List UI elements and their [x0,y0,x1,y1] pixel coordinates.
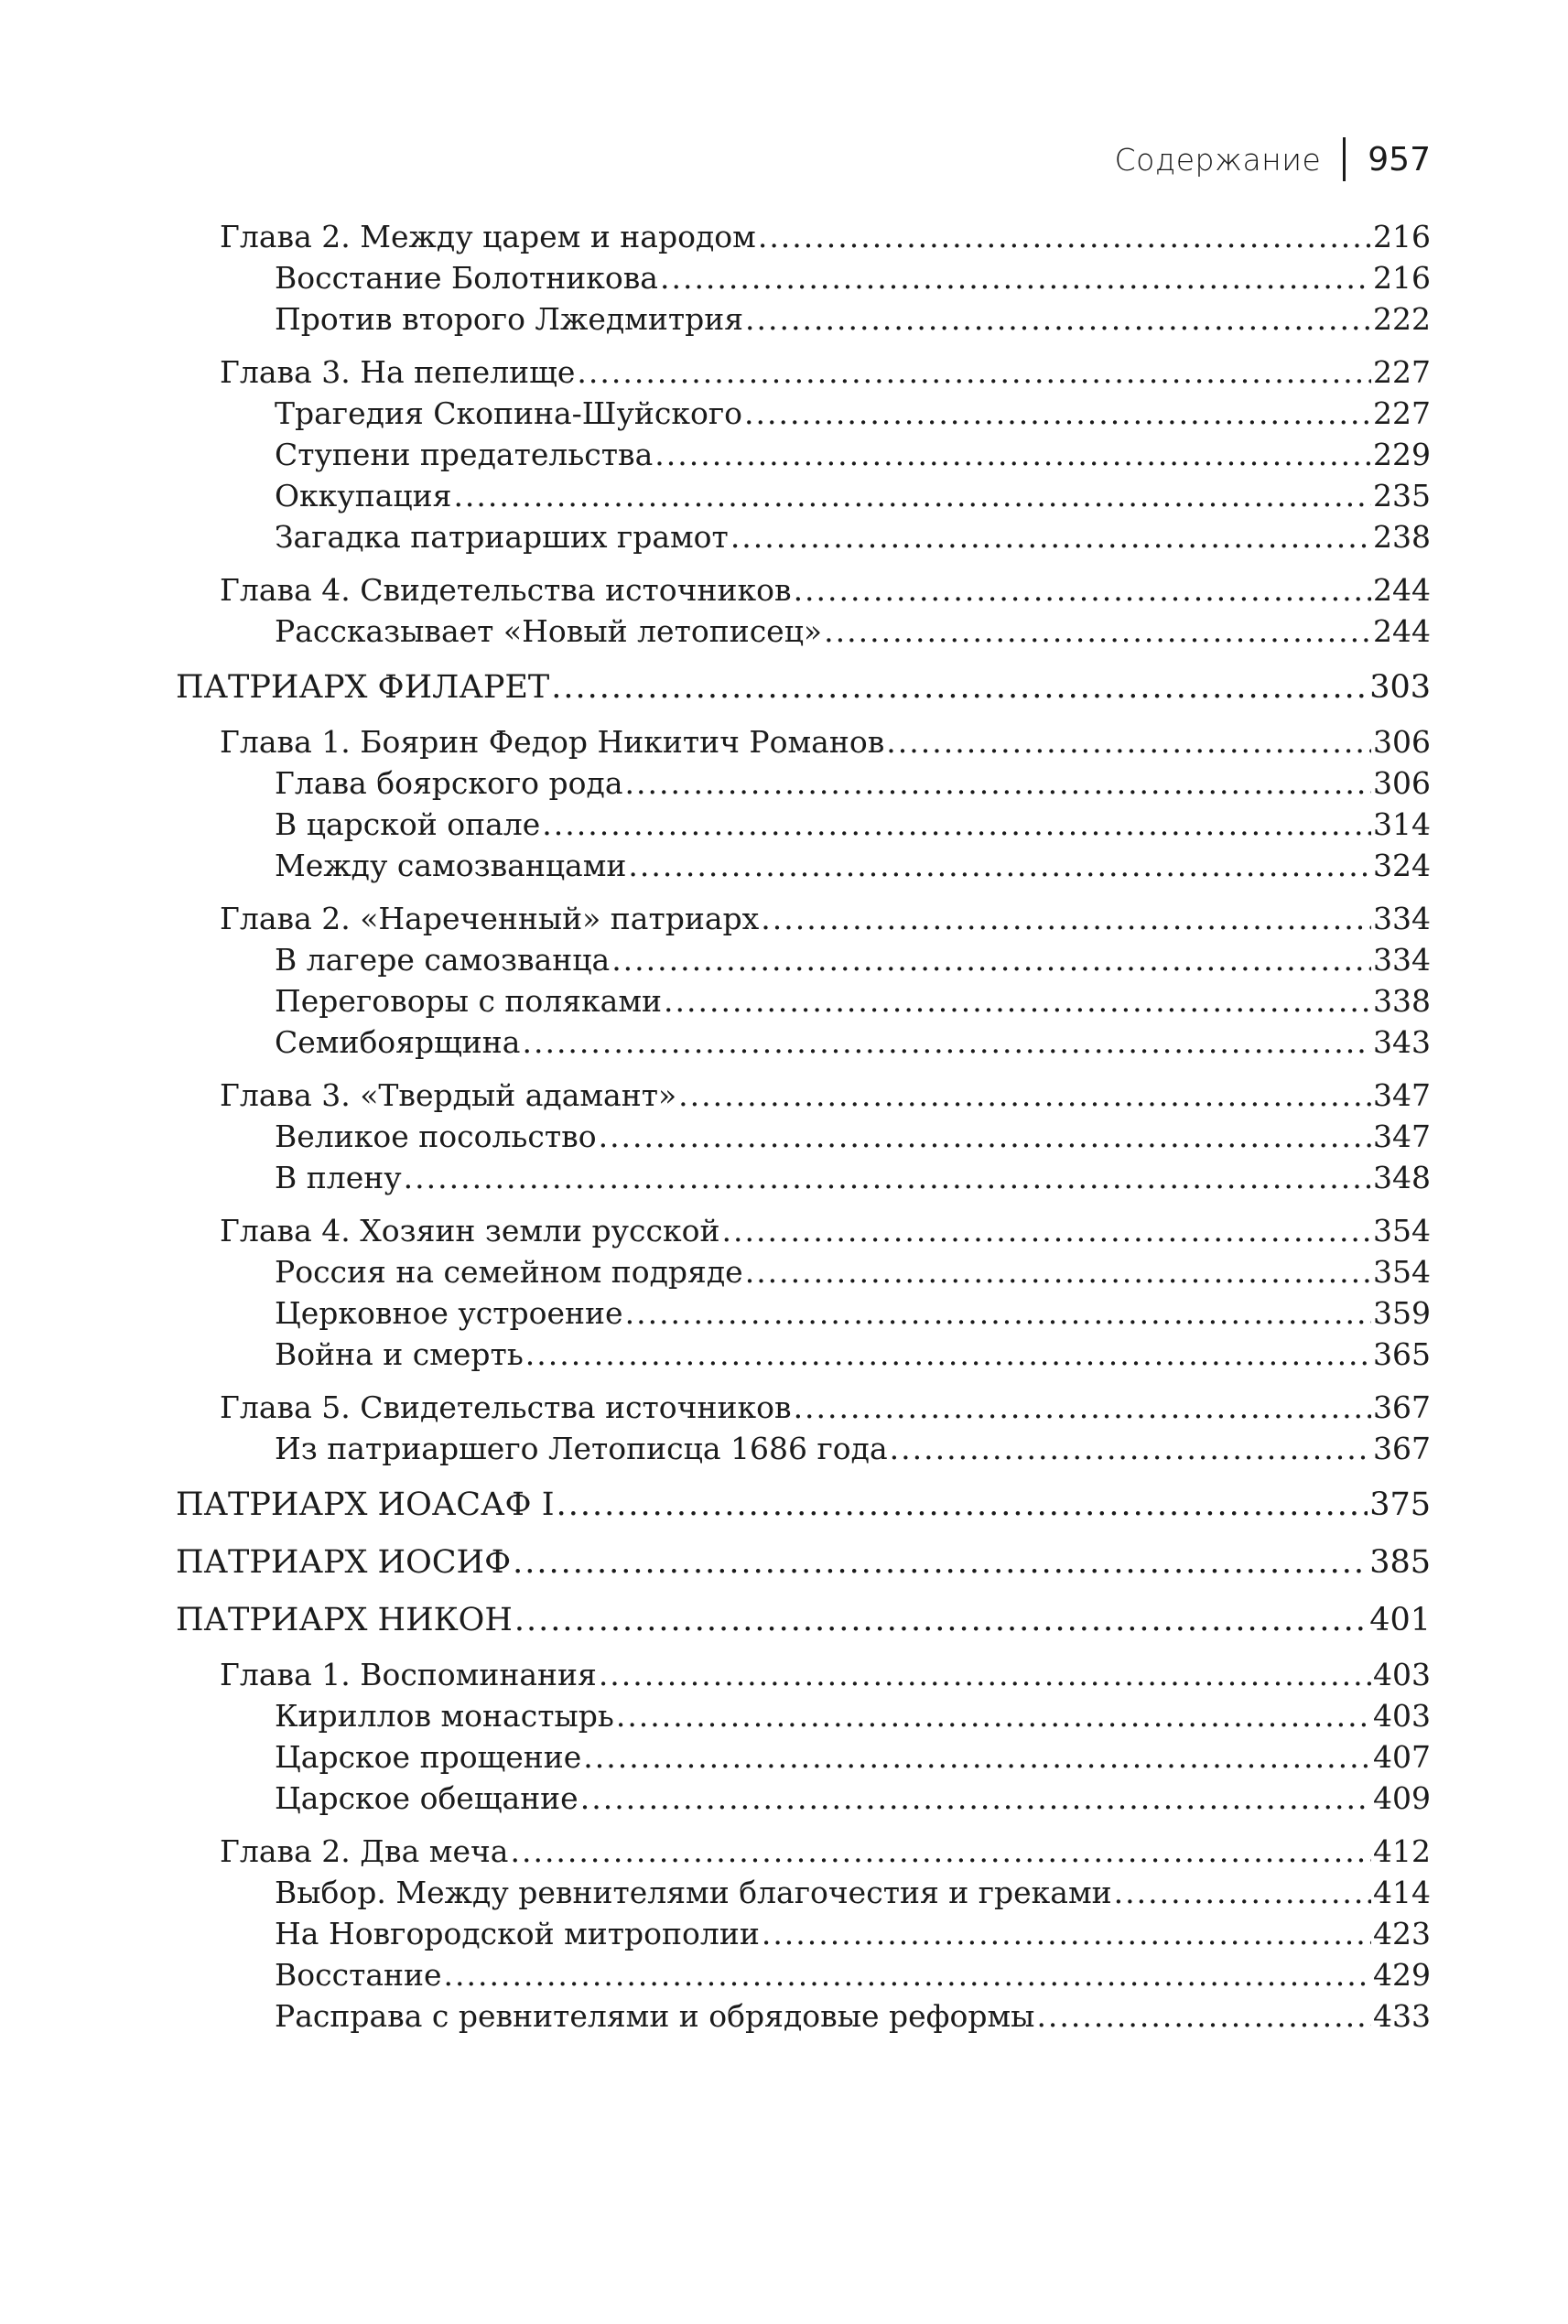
toc-part-entry [176,1598,1431,1642]
toc-entry-title: Глава 1. Воспоминания [220,1657,597,1692]
toc-entry-title: Царское прощение [275,1739,582,1775]
table-of-contents [176,216,1431,2037]
toc-entry-title: Глава 5. Свидетельства источников [220,1389,792,1425]
dot-leader [886,721,1371,762]
toc-entry-page: 433 [1373,1998,1431,2034]
toc-part-entry [176,1483,1431,1527]
toc-entry-title: В плену [275,1160,402,1195]
toc-entry-title: Россия на семейном подряде [275,1254,743,1290]
dot-leader [616,1695,1371,1736]
toc-section-entry [176,845,1431,886]
toc-entry-page: 403 [1373,1657,1431,1692]
dot-leader [525,1334,1371,1375]
toc-entry-page: 429 [1373,1957,1431,1993]
toc-chapter-entry [176,216,1431,257]
toc-entry-page: 354 [1373,1213,1431,1248]
toc-entry-title: Ступени предательства [275,437,654,472]
toc-entry-title: Оккупация [275,478,452,513]
toc-entry-title: Расправа с ревнителями и обрядовые реформы [275,1998,1035,2034]
toc-section-entry [176,1157,1431,1198]
toc-entry-page: 306 [1373,724,1431,760]
toc-entry-title: В царской опале [275,806,541,842]
toc-entry-page: 244 [1373,613,1431,649]
toc-entry-title: Против второго Лжедмитрия [275,301,744,337]
toc-entry-page: 334 [1373,901,1431,936]
toc-entry-title: Кириллов монастырь [275,1698,614,1734]
toc-section-entry [176,939,1431,980]
toc-part-entry [176,665,1431,709]
toc-section-entry [176,475,1431,516]
toc-entry-page: 235 [1373,478,1431,513]
dot-leader [628,845,1371,886]
toc-entry-title: Восстание [275,1957,442,1993]
page-number: 957 [1368,140,1431,178]
dot-leader [745,1251,1371,1292]
dot-leader [580,1778,1371,1819]
dot-leader [824,611,1371,652]
dot-leader [664,980,1371,1021]
toc-part-entry [176,1540,1431,1584]
toc-chapter-entry [176,1075,1431,1116]
dot-leader [1114,1872,1371,1913]
toc-entry-page: 244 [1373,572,1431,608]
dot-leader [890,1428,1371,1469]
toc-entry-page: 216 [1373,219,1431,254]
toc-entry-page: 222 [1373,301,1431,337]
dot-leader [1036,1995,1371,2037]
toc-entry-title: Глава 2. Два меча [220,1833,509,1869]
toc-entry-page: 401 [1369,1602,1431,1638]
toc-entry-page: 216 [1373,260,1431,296]
running-header [1115,137,1431,181]
toc-entry-page: 423 [1373,1916,1431,1951]
dot-leader [794,1387,1371,1428]
toc-entry-title: Из патриаршего Летописца 1686 года [275,1431,888,1466]
toc-section-entry [176,1778,1431,1819]
toc-section-entry [176,1334,1431,1375]
toc-entry-page: 385 [1369,1544,1431,1581]
toc-entry-title: Царское обещание [275,1780,579,1816]
toc-section-entry [176,1872,1431,1913]
toc-entry-page: 343 [1373,1024,1431,1060]
toc-entry-page: 306 [1373,765,1431,801]
running-header-title: Содержание [1114,141,1322,178]
toc-section-entry [176,762,1431,804]
dot-leader [654,434,1371,475]
toc-section-entry [176,804,1431,845]
toc-entry-page: 334 [1373,942,1431,978]
dot-leader [660,257,1371,298]
toc-entry-page: 403 [1373,1698,1431,1734]
dot-leader [730,516,1371,557]
toc-entry-page: 367 [1373,1389,1431,1425]
toc-entry-title: Война и смерть [275,1336,524,1372]
dot-leader [583,1736,1371,1778]
toc-chapter-entry [176,351,1431,393]
dot-leader [625,1292,1371,1334]
toc-entry-title: Церковное устроение [275,1295,623,1331]
toc-entry-title: Выбор. Между ревнителями благочестия и греками [275,1875,1112,1910]
dot-leader [557,1483,1368,1527]
toc-entry-title: Переговоры с поляками [275,983,663,1019]
toc-section-entry [176,1995,1431,2037]
toc-entry-page: 359 [1373,1295,1431,1331]
toc-entry-title: Глава 4. Хозяин земли русской [220,1213,720,1248]
dot-leader [625,762,1371,804]
toc-entry-title: Семибоярщина [275,1024,521,1060]
toc-section-entry [176,980,1431,1021]
dot-leader [513,1540,1368,1584]
dot-leader [611,939,1371,980]
toc-chapter-entry [176,898,1431,939]
dot-leader [453,475,1371,516]
toc-section-entry [176,1292,1431,1334]
dot-leader [761,898,1371,939]
dot-leader [510,1831,1371,1872]
toc-chapter-entry [176,721,1431,762]
toc-entry-page: 227 [1373,354,1431,390]
toc-entry-title: В лагере самозванца [275,942,611,978]
toc-entry-title: На Новгородской митрополии [275,1916,760,1951]
dot-leader [404,1157,1371,1198]
toc-chapter-entry [176,1654,1431,1695]
toc-entry-page: 407 [1373,1739,1431,1775]
toc-entry-page: 324 [1373,848,1431,883]
toc-entry-title: Глава 2. Между царем и народом [220,219,756,254]
toc-entry-title: Великое посольство [275,1119,597,1154]
toc-section-entry [176,611,1431,652]
dot-leader [744,393,1371,434]
dot-leader [762,1913,1371,1954]
toc-entry-page: 347 [1373,1077,1431,1113]
toc-section-entry [176,1913,1431,1954]
toc-entry-page: 354 [1373,1254,1431,1290]
dot-leader [542,804,1371,845]
toc-entry-title: Глава боярского рода [275,765,623,801]
toc-entry-title: Глава 3. На пепелище [220,354,576,390]
toc-entry-page: 303 [1369,669,1431,706]
toc-entry-title: ПАТРИАРХ ФИЛАРЕТ [176,669,550,706]
toc-section-entry [176,1021,1431,1063]
toc-section-entry [176,516,1431,557]
toc-entry-page: 238 [1373,519,1431,555]
dot-leader [794,569,1371,611]
toc-entry-title: ПАТРИАРХ ИОСИФ [176,1544,512,1581]
toc-entry-page: 414 [1373,1875,1431,1910]
toc-section-entry [176,257,1431,298]
toc-chapter-entry [176,1831,1431,1872]
toc-entry-page: 412 [1373,1833,1431,1869]
dot-leader [758,216,1371,257]
toc-entry-title: Глава 3. «Твердый адамант» [220,1077,677,1113]
toc-entry-page: 229 [1373,437,1431,472]
toc-entry-title: Глава 4. Свидетельства источников [220,572,792,608]
toc-entry-title: ПАТРИАРХ ИОАСАФ I [176,1486,555,1523]
dot-leader [514,1598,1368,1642]
toc-chapter-entry [176,1210,1431,1251]
dot-leader [678,1075,1371,1116]
dot-leader [577,351,1371,393]
toc-entry-page: 348 [1373,1160,1431,1195]
toc-entry-title: Глава 2. «Нареченный» патриарх [220,901,760,936]
toc-entry-title: Рассказывает «Новый летописец» [275,613,823,649]
toc-entry-page: 227 [1373,395,1431,431]
toc-entry-page: 347 [1373,1119,1431,1154]
toc-entry-page: 338 [1373,983,1431,1019]
dot-leader [722,1210,1372,1251]
toc-entry-title: Между самозванцами [275,848,627,883]
toc-section-entry [176,1251,1431,1292]
toc-entry-title: Трагедия Скопина-Шуйского [275,395,743,431]
dot-leader [551,665,1368,709]
toc-entry-title: Глава 1. Боярин Федор Никитич Романов [220,724,885,760]
toc-chapter-entry [176,1387,1431,1428]
dot-leader [745,298,1371,340]
toc-entry-page: 365 [1373,1336,1431,1372]
toc-entry-page: 314 [1373,806,1431,842]
header-divider [1343,137,1346,181]
toc-entry-title: Восстание Болотникова [275,260,658,296]
toc-section-entry [176,434,1431,475]
toc-section-entry [176,1428,1431,1469]
toc-entry-page: 367 [1373,1431,1431,1466]
toc-section-entry [176,1954,1431,1995]
toc-entry-title: ПАТРИАРХ НИКОН [176,1602,513,1638]
toc-section-entry [176,1116,1431,1157]
dot-leader [599,1116,1371,1157]
dot-leader [522,1021,1371,1063]
toc-entry-title: Загадка патриарших грамот [275,519,729,555]
toc-section-entry [176,298,1431,340]
toc-entry-page: 409 [1373,1780,1431,1816]
toc-entry-page: 375 [1369,1486,1431,1523]
toc-section-entry [176,393,1431,434]
toc-chapter-entry [176,569,1431,611]
toc-section-entry [176,1695,1431,1736]
dot-leader [444,1954,1371,1995]
toc-section-entry [176,1736,1431,1778]
dot-leader [599,1654,1371,1695]
